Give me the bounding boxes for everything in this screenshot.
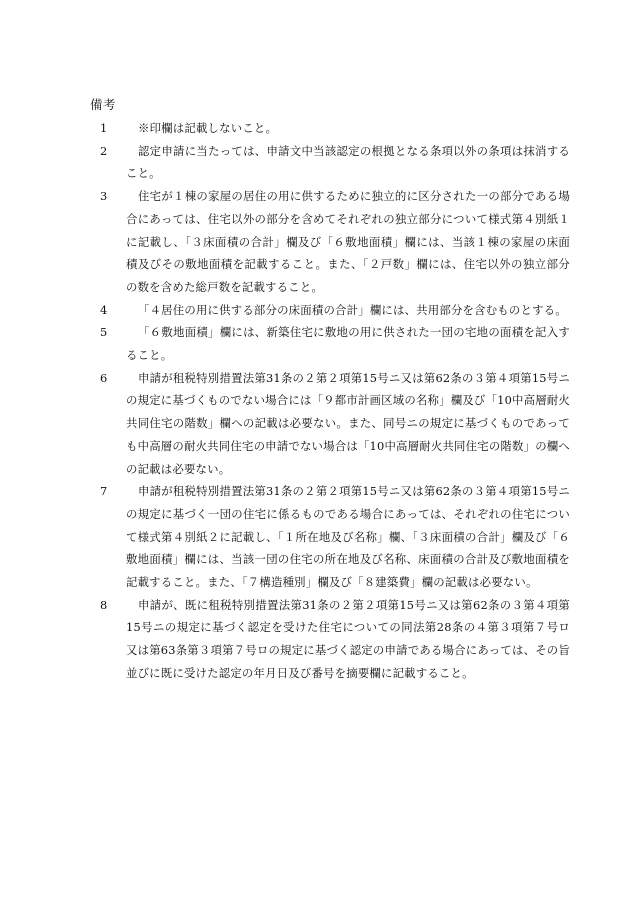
remarks-list bbox=[100, 117, 570, 685]
remarks-item-text: ※印欄は記載しないこと。 bbox=[138, 121, 278, 135]
remarks-item bbox=[100, 140, 570, 185]
remarks-item-number: 6 bbox=[100, 370, 108, 385]
remarks-item-text: 認定申請に当たっては、申請文中当該認定の根拠となる条項以外の条項は抹消すること。 bbox=[126, 143, 570, 181]
remarks-item-number: 5 bbox=[100, 325, 108, 340]
remarks-item bbox=[100, 480, 570, 594]
remarks-item-number: 7 bbox=[100, 484, 108, 499]
remarks-item-text: 申請が、既に租税特別措置法第31条の２第２項第15号ニ又は第62条の３第４項第15号ニの規定に基づく認定を受けた住宅についての同法第28条の４第３項第７号ロ又は第63条第３項第７号ロの規定に基づく認定の申請である場合にあっては、その旨並びに既に受けた認定の年月日及び番号を摘要欄に記載すること。 bbox=[126, 597, 570, 680]
remarks-item-number: 4 bbox=[100, 302, 108, 317]
remarks-item bbox=[100, 117, 570, 140]
remarks-item-text: 「４居住の用に供する部分の床面積の合計」欄には、共用部分を含むものとする。 bbox=[138, 302, 567, 317]
remarks-heading: 備考 bbox=[90, 97, 117, 112]
remarks-item bbox=[100, 367, 570, 481]
remarks-item-number: 1 bbox=[100, 121, 108, 135]
remarks-item-number: 8 bbox=[100, 597, 108, 612]
remarks-item-number: 2 bbox=[100, 143, 108, 158]
remarks-item bbox=[100, 185, 570, 299]
remarks-item bbox=[100, 299, 570, 322]
remarks-item-text: 申請が租税特別措置法第31条の２第２項第15号ニ又は第62条の３第４項第15号ニの規定に基づくものでない場合には「９都市計画区域の名称」欄及び「10中高層耐火共同住宅の階数」欄への記載は必要ない。また、同号ニの規定に基づくものであっても中高層の耐火共同住宅の申請でない場合は「10中高層耐火共同住宅の階数」の欄への記載は必要ない。 bbox=[126, 370, 570, 476]
remarks-item-text: 住宅が１棟の家屋の居住の用に供するために独立的に区分された一の部分である場合にあっては、住宅以外の部分を含めてそれぞれの独立部分について様式第４別紙１に記載し、「３床面積の合計」欄及び「６敷地面積」欄には、当該１棟の家屋の床面積及びその敷地面積を記載すること。また、「２戸数」欄には、住宅以外の独立部分の数を含めた総戸数を記載すること。 bbox=[126, 189, 570, 294]
remarks-item-number: 3 bbox=[100, 189, 108, 204]
remarks-item-text: 申請が租税特別措置法第31条の２第２項第15号ニ又は第62条の３第４項第15号ニの規定に基づく一団の住宅に係るものである場合にあっては、それぞれの住宅について様式第４別紙２に記載し、「１所在地及び名称」欄、「３床面積の合計」欄及び「６敷地面積」欄には、当該一団の住宅の所在地及び名称、床面積の合計及び敷地面積を記載すること。また、「７構造種別」欄及び「８建築費」欄の記載は必要ない。 bbox=[126, 484, 570, 590]
remarks-item bbox=[100, 321, 570, 366]
remarks-item-text: 「６敷地面積」欄には、新築住宅に敷地の用に供された一団の宅地の面積を記入すること。 bbox=[126, 325, 570, 363]
remarks-item bbox=[100, 594, 570, 685]
